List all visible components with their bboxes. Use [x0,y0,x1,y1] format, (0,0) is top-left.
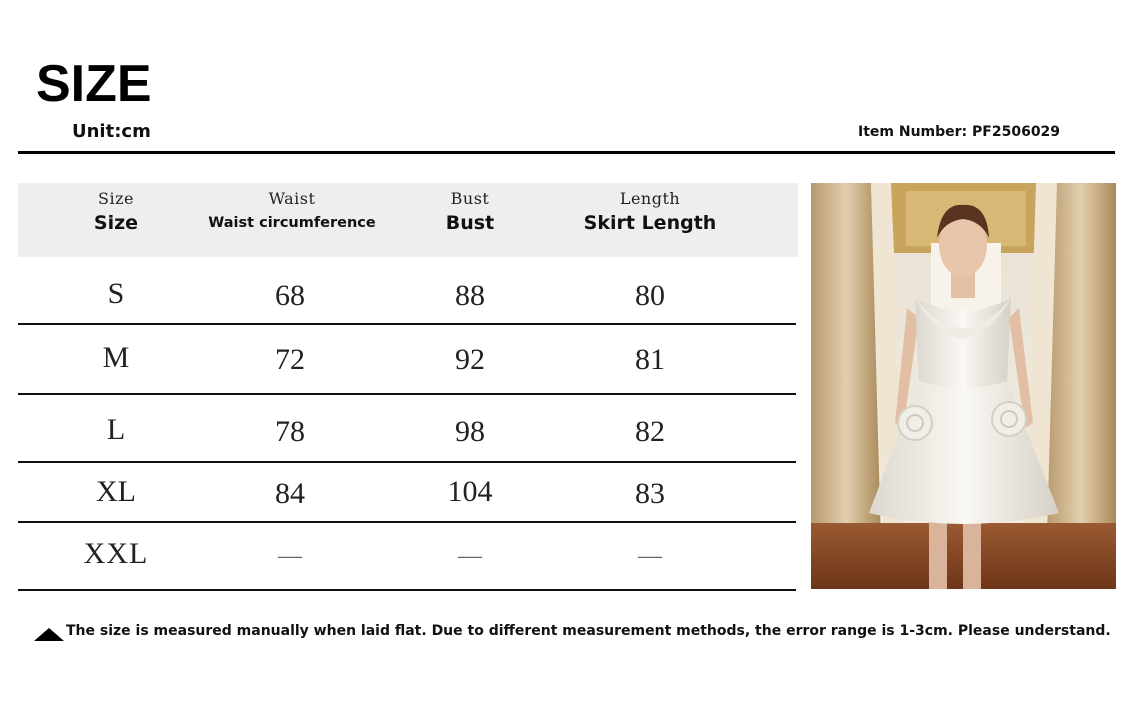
table-row [18,523,796,591]
column-header-label: Waist circumference [208,215,376,231]
unit-label: Unit:cm [72,121,151,142]
page-title: SIZE [36,55,152,113]
table-row [18,395,796,463]
cell-length: 82 [635,415,665,448]
column-header-en: Length [619,189,681,208]
column-header-en: Bust [450,189,490,208]
product-photo [811,183,1116,589]
table-row [18,463,796,523]
item-number: Item Number: PF2506029 [858,124,1061,140]
cell-bust: __ [458,535,482,561]
cell-bust: 88 [455,279,485,312]
cell-length: 83 [635,477,665,510]
cell-length: 80 [635,279,665,312]
column-header-size [56,183,176,257]
model-dress-illustration [811,183,1116,589]
cell-waist: 84 [275,477,305,510]
cell-size: XXL [83,537,149,570]
header-divider [18,151,1115,154]
table-header [18,183,798,257]
cell-size: M [102,341,130,374]
cell-waist: 78 [275,415,305,448]
measurement-note [34,620,1111,641]
triangle-icon [34,628,64,641]
measurement-note-text: The size is measured manually when laid flat. Due to different measurement methods, the error range is 1-3cm. Please understand. [66,622,1111,639]
cell-size: XL [96,475,136,508]
cell-size: L [106,413,126,446]
column-header-en: Waist [268,189,316,208]
cell-bust: 92 [455,343,485,376]
cell-size: S [107,277,125,310]
column-header-length [578,183,722,257]
cell-waist: 68 [275,279,305,312]
cell-waist: __ [278,535,302,561]
column-header-en: Size [98,189,134,208]
cell-length: 81 [635,343,665,376]
column-header-label: Bust [445,212,495,234]
size-table [18,183,798,593]
column-header-waist [208,183,376,257]
column-header-bust [410,183,530,257]
cell-bust: 98 [455,415,485,448]
column-header-label: Size [93,212,139,234]
cell-length: __ [638,535,662,561]
column-header-label: Skirt Length [583,212,717,234]
table-row [18,257,796,325]
cell-waist: 72 [275,343,305,376]
cell-bust: 104 [447,475,493,508]
table-row [18,325,796,395]
